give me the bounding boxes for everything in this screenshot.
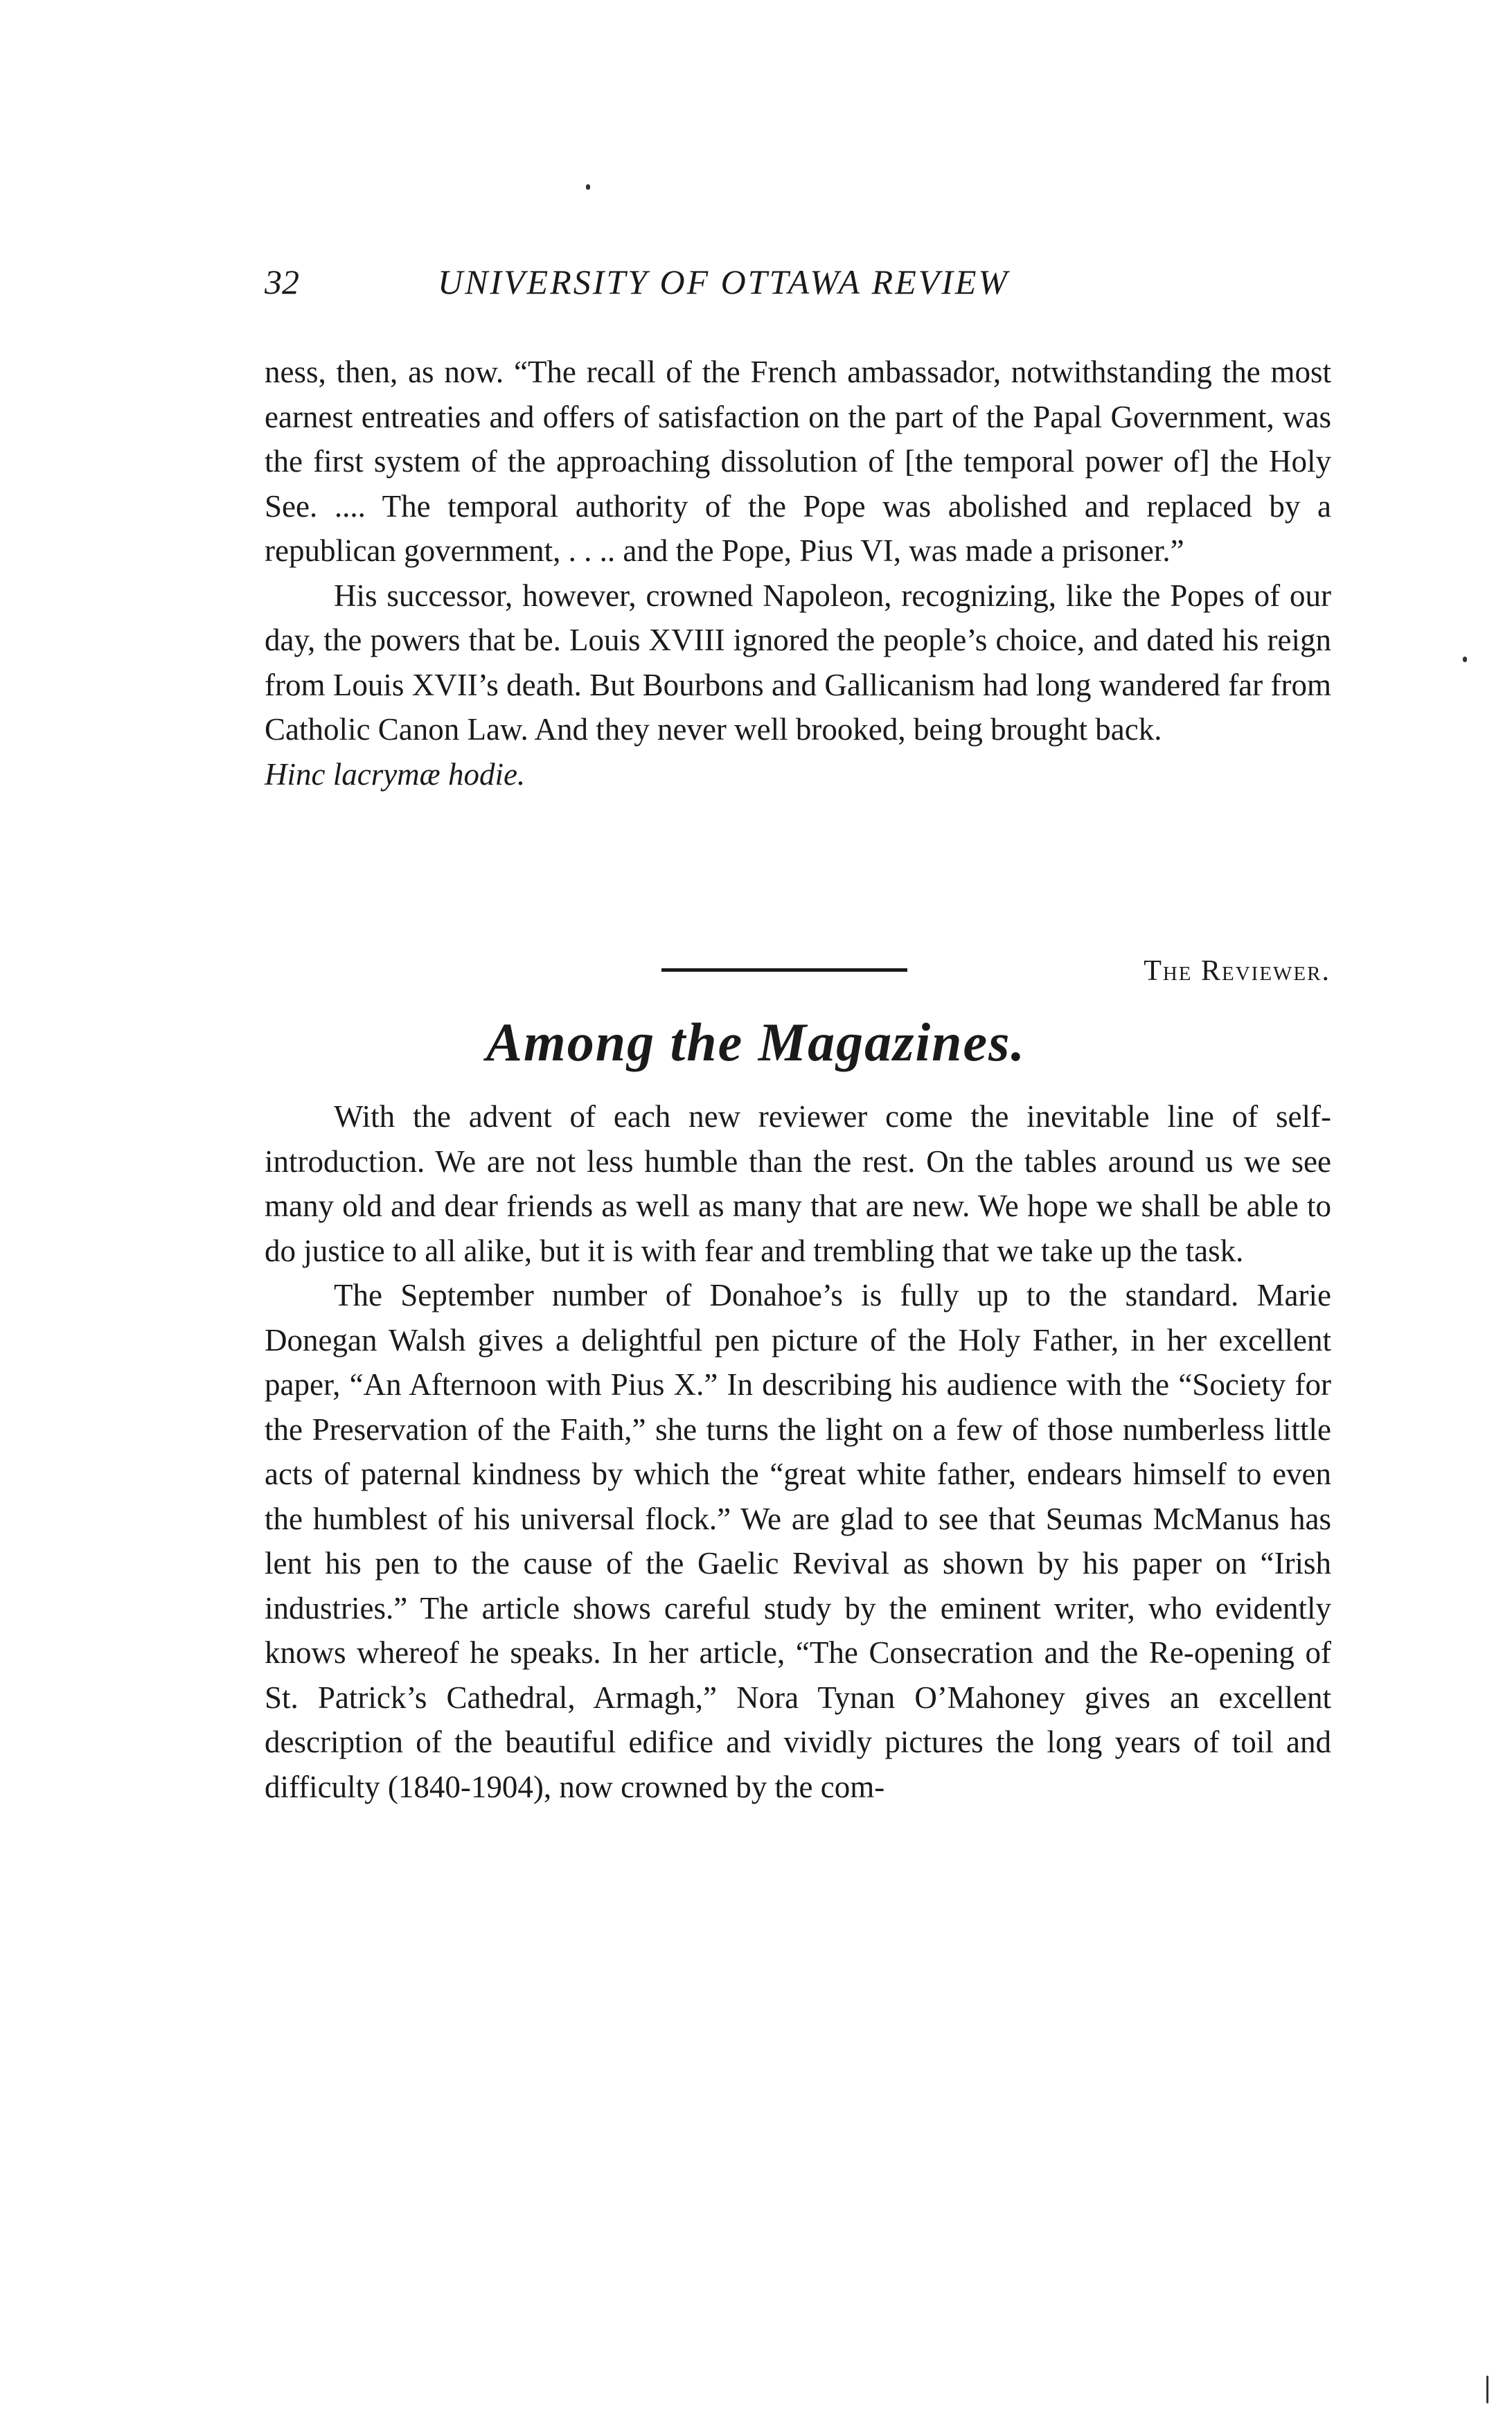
paragraph: With the advent of each new reviewer come the inevitable line of self-introduction. We are not less humble than the rest. On the tables around us we see many old and dear friends as well as many that are new. We hope we shall be able to do justice to all alike, but it is with fear and trembling that we take up the task. (265, 1099, 1331, 1268)
paragraph: The September number of Donahoe’s is fully up to the standard. Marie Donegan Walsh gives a delightful pen picture of the Holy Father, in her excellent paper, “An Afternoon with Pius X.” In describing his audience with the “Society for the Preservation of the Faith,” she turns the light on a few of those numberless little acts of paternal kindness by which the “great white father, endears himself to even the humblest of his universal flock.” We are glad to see that Seumas McManus has lent his pen to the cause of the Gaelic Revival as shown by his paper on “Irish industries.” The article shows careful study by the eminent writer, who evidently knows whereof he speaks. In her article, “The Consecration and the Re-opening of St. Patrick’s Cathedral, Armagh,” Nora Tynan O’Mahoney gives an excellent description of the beautiful edifice and vividly pictures the long years of toil and difficulty (1840-1904), now crowned by the com- (265, 1278, 1331, 1804)
latin-line: Hinc lacrymæ hodie. (265, 756, 526, 792)
print-speck (1486, 2376, 1488, 2403)
section-body (265, 1094, 1331, 1809)
page-header (265, 262, 1331, 310)
paragraph: ness, then, as now. “The recall of the French ambassador, notwithstanding the most earnest entreaties and offers of satisfaction on the part of the Papal Government, was the first system of the approaching dissolution of [the temporal power of] the Holy See. .... The temporal authority of the Pope was abolished and replaced by a republican government, . . .. and the Pope, Pius VI, was made a prisoner.” (265, 355, 1331, 568)
section-divider (661, 968, 907, 972)
running-head: UNIVERSITY OF OTTAWA REVIEW (438, 263, 1010, 301)
paragraph: His successor, however, crowned Napoleon, recognizing, like the Popes of our day, the powers that be. Louis XVIII ignored the people’s choice, and dated his reign from Louis XVII’s death. But Bourbons and Gallicanism had long wandered far from Catholic Canon Law. And they never well brooked, being brought back. (265, 578, 1331, 747)
article-continuation (265, 350, 1331, 797)
author-signature: The Reviewer. (1144, 955, 1331, 987)
print-speck (1463, 657, 1467, 662)
print-speck (586, 184, 590, 190)
page-number: 32 (265, 263, 299, 301)
section-title: Among the Magazines. (486, 1012, 1026, 1072)
